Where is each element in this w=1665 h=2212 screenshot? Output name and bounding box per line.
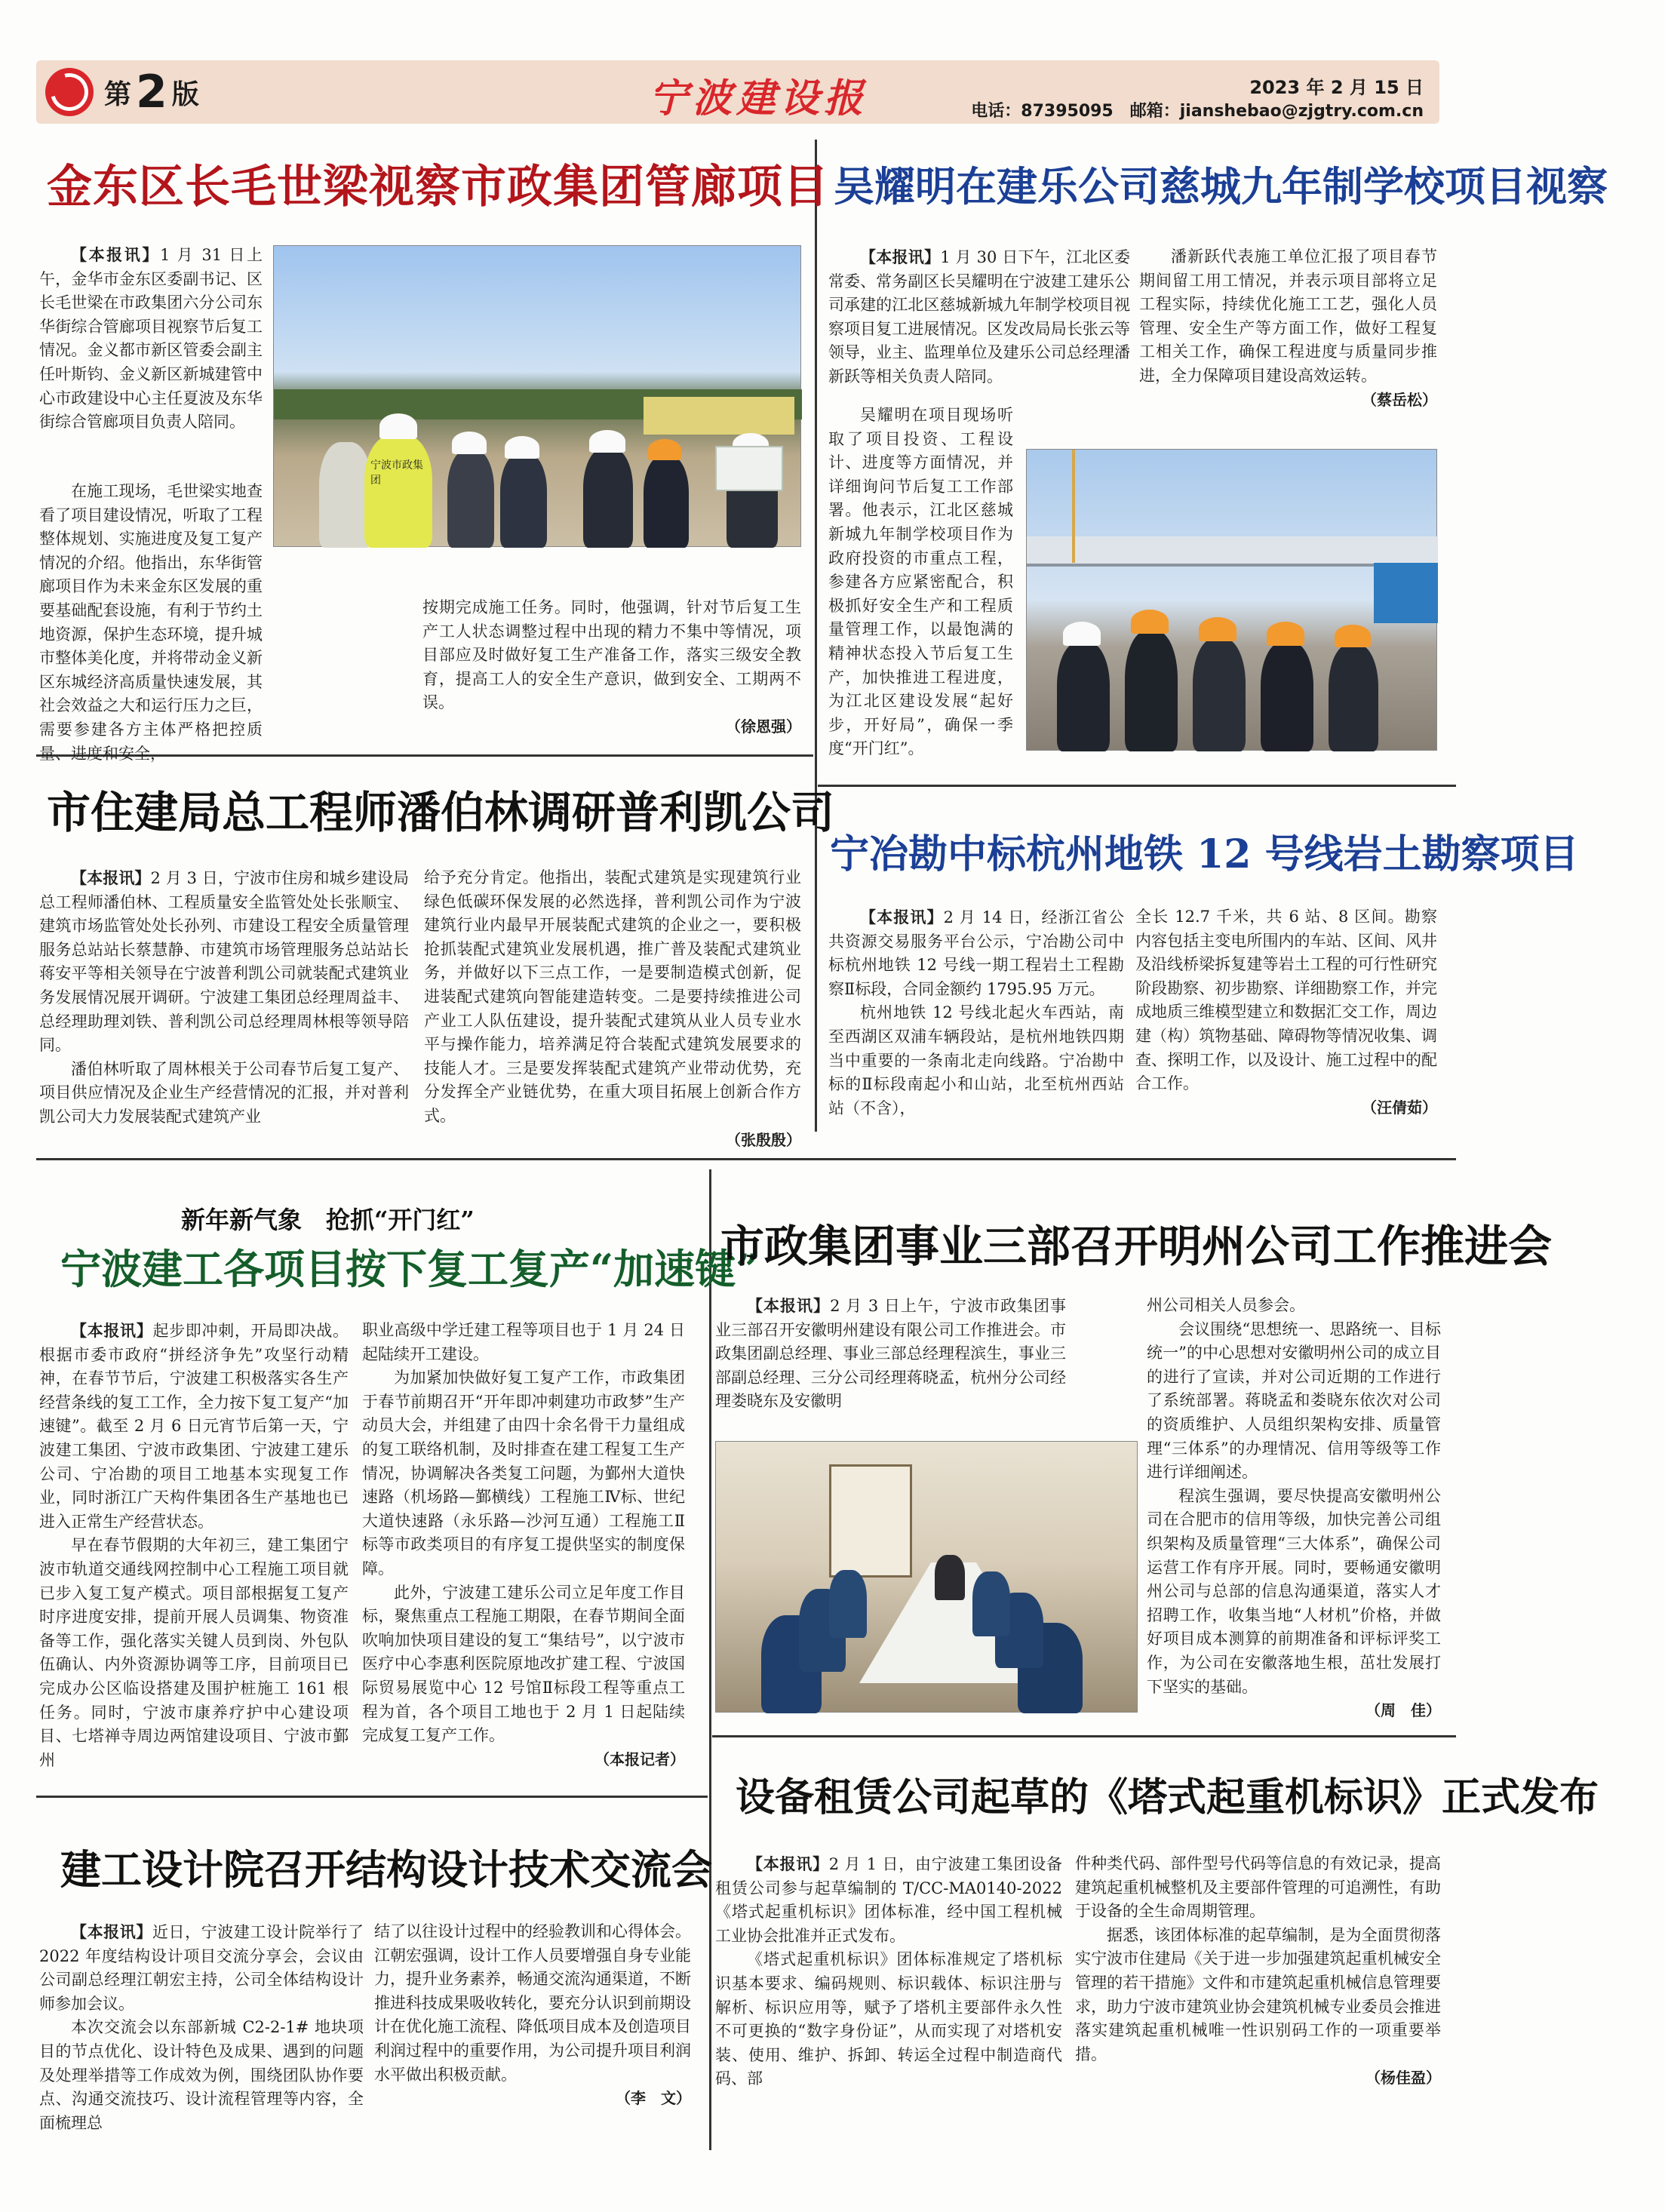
badge-prefix: 第 — [104, 78, 132, 110]
headline-article-6: 市政集团事业三部召开明州公司工作推进会 — [720, 1221, 1553, 1272]
headline-article-3: 市住建局总工程师潘伯林调研普利凯公司 — [47, 787, 835, 838]
article-3-body — [39, 866, 409, 1138]
article-2-para: 吴耀明在项目现场听取了项目投资、工程设计、进度等方面情况，并详细询问节后复工工作部署。他表示，江北区慈城新城九年制学校项目作为政府投资的市重点工程，参建各方应紧密配合，积极抓好安全生产和工程质量管理工作，以最饱满的精神状态投入节后复工生产，加快推进工程进度，为江北区建设发展“起好步，开好局”，确保一季度“开门红”。 — [828, 406, 1013, 758]
headline-article-8: 设备租赁公司起草的《塔式起重机标识》正式发布 — [736, 1774, 1599, 1820]
article-5-body — [39, 1319, 349, 1786]
article-2-photo — [1026, 449, 1437, 751]
contact-line: 电话：87395095 邮箱：jianshebao@zjgtry.com.cn — [971, 102, 1424, 121]
person-figure — [447, 450, 494, 548]
column-divider — [709, 1169, 711, 2150]
dateline-tag: 【本报讯】 — [860, 908, 944, 926]
section-divider — [712, 1735, 1456, 1737]
headline-article-2: 吴耀明在建乐公司慈城九年制学校项目视察 — [834, 162, 1608, 210]
article-6-body-col2 — [1147, 1294, 1441, 1720]
person-figure — [1125, 631, 1178, 751]
article-4-para: 全长 12.7 千米，共 6 站、8 区间。勘察内容包括主变电所围内的车站、区间、风井及沿线桥梁拆复建等岩土工程的可行性研究阶段勘察、初步勘察、详细勘察工作，并完成地质三维模型建立和数据汇交工作，周边建（构）筑物基础、障碍物等情况收集、调查、探明工作，以及设计、施工过程中的配合工作。 — [1135, 908, 1437, 1093]
orange-helmet — [1199, 617, 1236, 641]
article-1-photo — [273, 245, 801, 547]
issue-date: 2023 年 2 月 15 日 — [1249, 77, 1424, 98]
article-7-para: 结了以往设计过程中的经验教训和心得体会。江朝宏强调，设计工作人员要增强自身专业能力，提升业务素养，畅通交流沟通渠道，不断推进科技成果吸收转化，要充分认识到前期设计在优化施工流程、降低项目成本及创造项目利润过程中的重要作用，为公司提升项目利润水平做出积极贡献。 — [374, 1922, 691, 2084]
article-5-para: 职业高级中学迁建工程等项目也于 1 月 24 日起陆续开工建设。 — [362, 1321, 685, 1363]
vest-logo-text: 宁波市政集团 — [370, 459, 423, 487]
article-4-para: 【本报讯】2 月 14 日，经浙江省公共资源交易服务平台公示，宁冶勘公司中标杭州地铁 12 号线一期工程岩土工程勘察Ⅱ标段，合同金额约 1795.95 万元。 — [828, 908, 1125, 998]
article-8-body-col2 — [1075, 1852, 1441, 2146]
badge-suffix: 版 — [171, 78, 199, 110]
white-helmet — [1063, 622, 1101, 646]
person-figure — [1329, 644, 1378, 751]
person-figure — [935, 1555, 965, 1600]
article-4-para: 杭州地铁 12 号线北起火车西站，南至西湖区双浦车辆段站，是杭州地铁四期当中重要的一条南北走向线路。宁冶勘中标的Ⅱ标段南起小和山站，北至杭州西站站（不含）， — [828, 1003, 1124, 1117]
headline-article-1: 金东区长毛世梁视察市政集团管廊项目 — [47, 161, 829, 214]
article-5-byline: （本报记者） — [594, 1750, 685, 1768]
article-3-para: 潘伯林听取了周林根关于公司春节后复工复产、项目供应情况及企业生产经营情况的汇报，并对普利凯公司大力发展装配式建筑产业 — [39, 1059, 409, 1126]
article-3-body-col2 — [424, 866, 801, 1149]
article-8-para: 《塔式起重机标识》团体标准规定了塔机标识基本要求、编码规则、标识载体、标识注册与解析、标识应用等，赋予了塔机主要部件永久性不可更换的“数字身份证”，从而实现了对塔机安装、使用、维护、拆卸、转运全过程中制造商代码、部 — [715, 1950, 1062, 2088]
article-1-body-col — [39, 480, 263, 763]
article-2-para: 潘新跃代表施工单位汇报了项目春节期间留工用工情况，并表示项目部将立足工程实际，持续优化施工工艺，强化人员管理、安全生产等方面工作，做好工程复工相关工作，确保工程进度与质量同步推进，全力保障项目建设高效运转。 — [1139, 247, 1437, 385]
section-divider — [36, 1796, 708, 1798]
orange-helmet — [1131, 610, 1169, 634]
article-7-body-col2 — [374, 1920, 691, 2146]
column-divider — [815, 140, 817, 1132]
article-1-para: 按期完成施工任务。同时，他强调，针对节后复工生产工人状态调整过程中出现的精力不集中等情况，项目部应及时做好复工生产准备工作，落实三级安全教育，提高工人的安全生产意识，做到安全、工期两不误。 — [422, 598, 801, 712]
dateline-tag: 【本报讯】 — [747, 1296, 831, 1315]
dateline-tag: 【本报讯】 — [860, 247, 941, 266]
article-6-body — [715, 1294, 1066, 1445]
person-figure — [500, 453, 547, 548]
article-1-byline: （徐恩强） — [726, 717, 801, 736]
article-6-byline: （周 佳） — [1365, 1701, 1441, 1720]
company-logo-icon — [45, 68, 94, 116]
article-6-para: 州公司相关人员参会。 — [1147, 1296, 1305, 1314]
article-1-para: 在施工现场，毛世梁实地查看了项目建设情况，听取了工程整体规划、实施进度及复工复产情况的介绍。他指出，东华街管廊项目作为未来金东区发展的重要基础配套设施，有利于节约土地资源，保护生态环境，提升城市整体美化度，并将带动金义新区东城经济高质量快速发展，其社会效益之大和运行压力之巨，需要参建各方主体严格把控质量、进度和安全， — [39, 482, 263, 763]
site-hoarding — [644, 397, 794, 435]
dateline-tag: 【本报讯】 — [747, 1854, 829, 1873]
doorway — [829, 1464, 912, 1578]
site-signboard — [1374, 563, 1438, 623]
person-figure — [583, 448, 633, 548]
elevated-rail-structure — [1027, 536, 1438, 567]
article-5-body-col2 — [362, 1319, 685, 1786]
article-6-para: 【本报讯】2 月 3 日上午，宁波市政集团事业三部召开安徽明州建设有限公司工作推进会。市政集团副总经理、事业三部总经理程滨生，事业三部副总经理、三分公司经理蒋晓孟，杭州分公司经理娄晓东及安徽明 — [715, 1296, 1067, 1411]
article-8-para: 【本报讯】2 月 1 日，由宁波建工集团设备租赁公司参与起草编制的 T/CC-MA0140-2022《塔式起重机标识》团体标准，经中国工程机械工业协会批准并正式发布。 — [715, 1854, 1062, 1945]
article-8-byline: （杨佳盈） — [1365, 2069, 1441, 2088]
tower-crane — [1072, 450, 1075, 563]
person-figure — [1261, 642, 1313, 751]
article-3-para: 给予充分肯定。他指出，装配式建筑是实现建筑行业绿色低碳环保发展的必然选择，普利凯公司作为宁波建筑行业内最早开展装配式建筑的企业之一，要积极抢抓装配式建筑业发展机遇，推广普及装配式建筑业务，并做好以下三点工作，一是要制造模式创新，促进装配式建筑向智能建造转变。二是要持续推进公司产业工人队伍建设，提升装配式建筑从业人员专业水平与操作能力，培养满足符合装配式建筑发展要求的技能人才。三是要发挥装配式建筑产业带动优势，充分发挥全产业链优势，在重大项目拓展上创新合作方式。 — [424, 868, 801, 1125]
person-figure — [1193, 638, 1246, 751]
white-helmet — [452, 432, 487, 454]
article-7-byline: （李 文） — [616, 2089, 691, 2108]
article-2-byline: （蔡岳松） — [1362, 390, 1437, 409]
article-4-body — [828, 905, 1124, 1147]
article-2-body-col2 — [1139, 245, 1437, 434]
newspaper-brand: 宁波建设报 — [649, 75, 868, 121]
white-helmet — [505, 436, 539, 459]
orange-helmet — [1335, 625, 1371, 647]
article-7-para: 本次交流会以东部新城 C2-2-1# 地块项目的节点优化、设计特色及成果、遇到的问题及处理举措等工作成效为例，围绕团队协作要点、沟通交流技巧、设计流程管理等内容，全面梳理总 — [39, 2018, 364, 2132]
article-1-para: 【本报讯】1 月 31 日上午，金华市金东区委副书记、区长毛世梁在市政集团六分公司东华街综合管廊项目视察节后复工情况。金义都市新区管委会副主任叶斯钧、金义新区新城建管中心市政建设中心主任夏波及东华街综合管廊项目负责人陪同。 — [39, 245, 263, 432]
article-5-para: 早在春节假期的大年初三，建工集团宁波市轨道交通线网控制中心工程施工项目就已步入复工复产模式。项目部根据复工复产时序进度安排，提前开展人员调集、物资准备等工作，强化落实关键人员到岗、外包队伍确认、内外资源协调等工序，目前项目已完成办公区临设搭建及围护桩施工 161 根任务。同时，宁波市康养疗护中心建设项目、七塔禅寺周边两馆建设项目、宁波市鄞州 — [39, 1536, 349, 1769]
person-figure — [972, 1571, 1010, 1636]
person-figure — [1057, 642, 1110, 751]
orange-helmet — [1267, 622, 1304, 646]
article-5-para: 【本报讯】起步即冲刺，开局即决战。根据市委市政府“拼经济争先”攻坚行动精神，在春节节后，宁波建工积极落实各生产经营条线的复工工作，全力按下复工复产“加速键”。截至 2 月 6 日元宵节后第一天，宁波建工集团、宁波市政集团、宁波建工建乐公司、宁冶勘的项目工地基本实现复工作业，同时浙江广天构件集团各生产基地也已进入正常生产经营状态。 — [39, 1321, 349, 1531]
person-figure — [644, 456, 689, 548]
article-5-kicker: 新年新气象 抢抓“开门红” — [181, 1206, 475, 1234]
article-2-para: 【本报讯】1 月 30 日下午，江北区委常委、常务副区长吴耀明在宁波建工建乐公司承建的江北区慈城新城九年制学校项目视察项目复工进展情况。区发改局局长张云等领导，业主、监理单位及建乐公司总经理潘新跃等相关负责人陪同。 — [828, 247, 1131, 386]
article-5-para: 此外，宁波建工建乐公司立足年度工作目标，聚焦重点工程施工期限，在春节期间全面吹响加快项目建设的复工“集结号”，以宁波市医疗中心李惠利医院原地改扩建工程、宁波国际贸易展览中心 12 号馆Ⅱ标段工程等重点工程为首，各个项目工地也于 2 月 1 日起陆续完成复工复产工作。 — [362, 1583, 685, 1745]
headline-article-5: 宁波建工各项目按下复工复产“加速键” — [60, 1245, 760, 1293]
dateline-tag: 【本报讯】 — [71, 1321, 153, 1340]
dateline-tag: 【本报讯】 — [71, 1922, 152, 1941]
white-helmet — [589, 430, 625, 453]
headline-article-7: 建工设计院召开结构设计技术交流会 — [60, 1845, 712, 1894]
orange-helmet — [648, 439, 681, 460]
article-6-para: 程滨生强调，要尽快提高安徽明州公司在合肥市的信用等级，加快完善公司组织架构及质量管理“三大体系”，确保公司运营工作有序开展。同时，要畅通安徽明州公司与总部的信息沟通渠道，落实人才招聘工作，收集当地“人材机”价格，并做好项目成本测算的前期准备和评标评奖工作，为公司在安徽落地生根，茁壮发展打下坚实的基础。 — [1147, 1486, 1441, 1696]
article-1-body-col3 — [422, 596, 801, 747]
page-badge — [36, 60, 217, 124]
article-3-byline: （张殷殷） — [726, 1130, 801, 1149]
article-3-para: 【本报讯】2 月 3 日，宁波市住房和城乡建设局总工程师潘伯林、工程质量安全监管处处长张顺宝、建筑市场监管处处长孙列、市建设工程安全质量管理服务总站站长蔡慧静、市建筑市场管理服务总站站长蒋安平等相关领导在宁波普利凯公司就装配式建筑业务发展情况展开调研。宁波建工集团总经理周益丰、总经理助理刘铁、普利凯公司总经理周林根等领导陪同。 — [39, 868, 410, 1055]
white-helmet — [379, 413, 417, 439]
section-divider — [818, 785, 1456, 787]
article-5-para: 为加紧加快做好复工复产工作，市政集团于春节前期召开“开年即冲刺建功市政梦”生产动员大会，并组建了由四十余名骨干力量组成的复工联络机制，及时排查在建工程复工生产情况，协调解决各类复工问题，为鄞州大道快速路（机场路—鄞横线）工程施工Ⅳ标、世纪大道快速路（永乐路—沙河互通）工程施工Ⅱ标等市政类项目的有序复工提供坚实的制度保障。 — [362, 1369, 685, 1578]
person-safety-vest — [364, 435, 432, 548]
article-6-para: 会议围绕“思想统一、思路统一、目标统一”的中心思想对安徽明州公司的成立目的进行了宣读，并对公司近期的工作进行了系统部署。蒋晓孟和娄晓东依次对公司的资质维护、人员组织架构安排、质量管理“三体系”的办理情况、信用等级等工作进行详细阐述。 — [1147, 1320, 1441, 1482]
section-divider — [36, 1158, 1456, 1160]
project-display-board — [715, 446, 783, 491]
headline-article-4: 宁冶勘中标杭州地铁 12 号线岩土勘察项目 — [830, 831, 1579, 877]
article-6-photo — [715, 1441, 1138, 1713]
dateline-tag: 【本报讯】 — [71, 868, 151, 887]
page-number: 2 — [136, 66, 167, 118]
article-2-body-col — [828, 404, 1013, 758]
article-7-body — [39, 1920, 364, 2146]
person-figure — [829, 1570, 867, 1638]
article-8-body — [715, 1852, 1062, 2146]
article-8-para: 据悉，该团体标准的起草编制，是为全面贯彻落实宁波市住建局《关于进一步加强建筑起重机械安全管理的若干措施》文件和市建筑起重机械信息管理要求，助力宁波市建筑业协会建筑机械专业委员会推进落实建筑起重机械唯一性识别码工作的一项重要举措。 — [1075, 1925, 1441, 2063]
article-8-para: 件种类代码、部件型号代码等信息的有效记录，提高建筑起重机械整机及主要部件管理的可追溯性，有助于设备的全生命周期管理。 — [1075, 1854, 1441, 1921]
article-4-body-col2 — [1135, 905, 1437, 1147]
dateline-tag: 【本报讯】 — [71, 245, 160, 264]
article-7-para: 【本报讯】近日，宁波建工设计院举行了 2022 年度结构设计项目交流分享会，会议由公司副总经理江朝宏主持，公司全体结构设计师参加会议。 — [39, 1922, 364, 2013]
article-4-byline: （汪倩茹） — [1362, 1098, 1437, 1117]
article-1-body — [39, 243, 263, 477]
